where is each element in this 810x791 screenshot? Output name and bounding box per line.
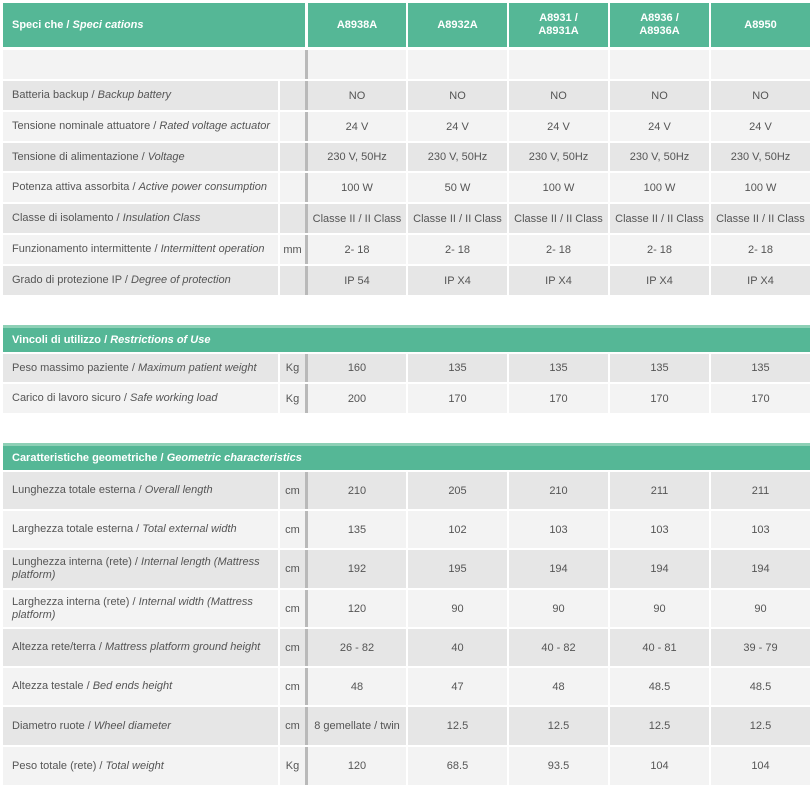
- table-row: [3, 550, 810, 588]
- row-label-it: Grado di protezione IP /: [12, 274, 132, 286]
- row-unit: [278, 173, 305, 202]
- row-label-en: Overall length: [144, 484, 213, 496]
- model-header: A8932A: [406, 3, 507, 47]
- row-label-it: Peso totale (rete) /: [12, 759, 106, 772]
- cell-value: 48.5: [608, 668, 709, 705]
- row-label-it: Altezza rete/terra /: [12, 641, 105, 653]
- cell-value: Classe II / II Class: [507, 204, 608, 233]
- row-label: [3, 707, 278, 745]
- table-row: [3, 472, 810, 509]
- cell-value: 2- 18: [608, 235, 709, 264]
- cell-value: NO: [507, 81, 608, 110]
- row-label-en: Internal length (Mattress platform): [12, 556, 260, 581]
- model-header: A8938A: [305, 3, 406, 47]
- row-unit: cm: [278, 590, 305, 627]
- cell-value: 230 V, 50Hz: [507, 143, 608, 171]
- row-unit: cm: [278, 629, 305, 666]
- row-label-en: Mattress platform ground height: [104, 641, 261, 653]
- cell-value: 24 V: [709, 112, 810, 141]
- row-label-en: Total weight: [105, 759, 164, 772]
- cell-value: 210: [507, 472, 608, 509]
- row-label-en: Active power consumption: [138, 181, 267, 193]
- cell-value: 100 W: [305, 173, 406, 202]
- cell-value: 205: [406, 472, 507, 509]
- cell-value: 135: [608, 354, 709, 382]
- spec-header-label-it: Speci che /: [12, 19, 70, 31]
- restrictions-section-header: [3, 328, 810, 352]
- spec-header-label-en: Speci cations: [72, 19, 144, 31]
- table-row: [3, 629, 810, 666]
- row-unit: [278, 112, 305, 141]
- table-row: [3, 354, 810, 382]
- cell-value: 50 W: [406, 173, 507, 202]
- cell-value: 230 V, 50Hz: [709, 143, 810, 171]
- cell-value: 40: [406, 629, 507, 666]
- cell-value: 160: [305, 354, 406, 382]
- cell-value: 104: [608, 747, 709, 785]
- row-label-it: Funzionamento intermittente /: [12, 243, 161, 255]
- row-label-en: Maximum patient weight: [137, 361, 257, 374]
- cell-value: NO: [608, 81, 709, 110]
- spec-header-label: [3, 3, 278, 47]
- cell-value: 170: [709, 384, 810, 413]
- cell-value: 48: [507, 668, 608, 705]
- cell-value: 90: [709, 590, 810, 627]
- cell-value: NO: [305, 81, 406, 110]
- row-label: [3, 629, 278, 666]
- row-unit: mm: [278, 235, 305, 264]
- cell-value: 230 V, 50Hz: [608, 143, 709, 171]
- row-label-en: Wheel diameter: [93, 719, 171, 732]
- cell-value: 48: [305, 668, 406, 705]
- cell-value: NO: [709, 81, 810, 110]
- row-label-en: Backup battery: [97, 89, 171, 101]
- row-label: [3, 143, 278, 171]
- cell-value: 12.5: [507, 707, 608, 745]
- cell-value: 100 W: [608, 173, 709, 202]
- cell-value: 120: [305, 590, 406, 627]
- row-label: [3, 590, 278, 627]
- cell-value: 26 - 82: [305, 629, 406, 666]
- geometry-title-it: Caratteristiche geometriche /: [12, 452, 164, 464]
- cell-value: 2- 18: [406, 235, 507, 264]
- row-unit: cm: [278, 472, 305, 509]
- row-label-en: Safe working load: [130, 392, 218, 404]
- cell-value: 135: [406, 354, 507, 382]
- cell-value: 24 V: [305, 112, 406, 141]
- cell-value: 135: [709, 354, 810, 382]
- row-unit: cm: [278, 550, 305, 588]
- model-header: A8950: [709, 3, 810, 47]
- table-row: [3, 707, 810, 745]
- cell-value: 40 - 82: [507, 629, 608, 666]
- table-row: [3, 668, 810, 705]
- cell-value: 194: [709, 550, 810, 588]
- spec-header-row: [3, 3, 810, 47]
- cell-value: 90: [608, 590, 709, 627]
- row-label-it: Altezza testale /: [12, 680, 93, 692]
- table-row: [3, 747, 810, 785]
- row-label: [3, 173, 278, 202]
- row-label-en: Total external width: [142, 523, 237, 535]
- row-label-en: Bed ends height: [92, 680, 173, 692]
- restrictions-title-en: Restrictions of Use: [110, 334, 211, 346]
- row-label-it: Batteria backup /: [12, 89, 98, 101]
- cell-value: 170: [507, 384, 608, 413]
- cell-value: 2- 18: [507, 235, 608, 264]
- table-row: [3, 143, 810, 171]
- cell-value: 200: [305, 384, 406, 413]
- cell-value: 192: [305, 550, 406, 588]
- row-label: [3, 235, 278, 264]
- table-row: [3, 112, 810, 141]
- row-unit: cm: [278, 668, 305, 705]
- cell-value: IP X4: [406, 266, 507, 295]
- row-unit: [278, 143, 305, 171]
- row-label: [3, 204, 278, 233]
- cell-value: 12.5: [608, 707, 709, 745]
- cell-value: 12.5: [709, 707, 810, 745]
- row-label: [3, 354, 278, 382]
- cell-value: 48.5: [709, 668, 810, 705]
- table-row: [3, 590, 810, 627]
- spec-header-unit: [278, 3, 305, 47]
- row-label: [3, 112, 278, 141]
- cell-value: 12.5: [406, 707, 507, 745]
- cell-value: 104: [709, 747, 810, 785]
- cell-value: 47: [406, 668, 507, 705]
- cell-value: 39 - 79: [709, 629, 810, 666]
- cell-value: 103: [507, 511, 608, 548]
- table-row: [3, 511, 810, 548]
- cell-value: 102: [406, 511, 507, 548]
- cell-value: Classe II / II Class: [305, 204, 406, 233]
- cell-value: 230 V, 50Hz: [305, 143, 406, 171]
- restrictions-title-it: Vincoli di utilizzo /: [12, 334, 108, 346]
- row-label: [3, 668, 278, 705]
- row-label-it: Larghezza interna (rete) /: [12, 595, 139, 608]
- row-label: [3, 266, 278, 295]
- cell-value: Classe II / II Class: [709, 204, 810, 233]
- row-label: [3, 472, 278, 509]
- row-label-it: Lunghezza interna (rete) /: [12, 556, 142, 568]
- cell-value: 211: [709, 472, 810, 509]
- table-row: [3, 266, 810, 295]
- cell-value: 135: [507, 354, 608, 382]
- cell-value: 211: [608, 472, 709, 509]
- row-label-en: Voltage: [147, 150, 185, 163]
- geometry-title-en: Geometric characteristics: [166, 452, 302, 464]
- row-unit: Kg: [278, 354, 305, 382]
- table-row: [3, 173, 810, 202]
- spacer-row: [3, 50, 810, 79]
- cell-value: 24 V: [406, 112, 507, 141]
- cell-value: 100 W: [507, 173, 608, 202]
- row-label-en: Internal width (Mattress platform): [12, 595, 253, 621]
- cell-value: 40 - 81: [608, 629, 709, 666]
- cell-value: 195: [406, 550, 507, 588]
- row-label-it: Larghezza totale esterna /: [12, 523, 143, 535]
- row-label-it: Diametro ruote /: [12, 719, 94, 732]
- cell-value: IP 54: [305, 266, 406, 295]
- row-unit: Kg: [278, 384, 305, 413]
- table-row: [3, 204, 810, 233]
- row-label: [3, 81, 278, 110]
- cell-value: 170: [608, 384, 709, 413]
- row-unit: [278, 266, 305, 295]
- model-header: A8931 / A8931A: [507, 3, 608, 47]
- row-label: [3, 550, 278, 588]
- cell-value: 230 V, 50Hz: [406, 143, 507, 171]
- row-label: [3, 511, 278, 548]
- cell-value: 194: [507, 550, 608, 588]
- cell-value: 120: [305, 747, 406, 785]
- row-label-en: Rated voltage actuator: [159, 120, 271, 132]
- row-label-it: Potenza attiva assorbita /: [12, 181, 139, 193]
- row-label-it: Carico di lavoro sicuro /: [12, 392, 130, 404]
- cell-value: IP X4: [709, 266, 810, 295]
- cell-value: Classe II / II Class: [608, 204, 709, 233]
- cell-value: IP X4: [507, 266, 608, 295]
- cell-value: 93.5: [507, 747, 608, 785]
- cell-value: 90: [507, 590, 608, 627]
- cell-value: 103: [709, 511, 810, 548]
- cell-value: 2- 18: [709, 235, 810, 264]
- table-row: [3, 235, 810, 264]
- cell-value: 210: [305, 472, 406, 509]
- row-label: [3, 384, 278, 413]
- cell-value: 2- 18: [305, 235, 406, 264]
- table-row: [3, 81, 810, 110]
- row-unit: Kg: [278, 747, 305, 785]
- row-unit: [278, 81, 305, 110]
- cell-value: 100 W: [709, 173, 810, 202]
- cell-value: Classe II / II Class: [406, 204, 507, 233]
- cell-value: 170: [406, 384, 507, 413]
- row-unit: cm: [278, 707, 305, 745]
- row-label-it: Peso massimo paziente /: [12, 361, 138, 374]
- row-label-en: Degree of protection: [131, 274, 231, 286]
- row-label-it: Lunghezza totale esterna /: [12, 484, 145, 496]
- row-label-it: Tensione nominale attuatore /: [12, 120, 160, 132]
- row-label-en: Intermittent operation: [160, 243, 265, 255]
- row-label-en: Insulation Class: [122, 212, 201, 224]
- cell-value: 8 gemellate / twin: [305, 707, 406, 745]
- cell-value: 24 V: [608, 112, 709, 141]
- row-unit: cm: [278, 511, 305, 548]
- row-label: [3, 747, 278, 785]
- row-label-it: Classe di isolamento /: [12, 212, 123, 224]
- geometry-section-header: [3, 446, 810, 470]
- cell-value: IP X4: [608, 266, 709, 295]
- cell-value: 135: [305, 511, 406, 548]
- cell-value: NO: [406, 81, 507, 110]
- model-header: A8936 / A8936A: [608, 3, 709, 47]
- cell-value: 194: [608, 550, 709, 588]
- row-label-it: Tensione di alimentazione /: [12, 150, 148, 163]
- table-row: [3, 384, 810, 413]
- cell-value: 68.5: [406, 747, 507, 785]
- cell-value: 90: [406, 590, 507, 627]
- cell-value: 24 V: [507, 112, 608, 141]
- cell-value: 103: [608, 511, 709, 548]
- row-unit: [278, 204, 305, 233]
